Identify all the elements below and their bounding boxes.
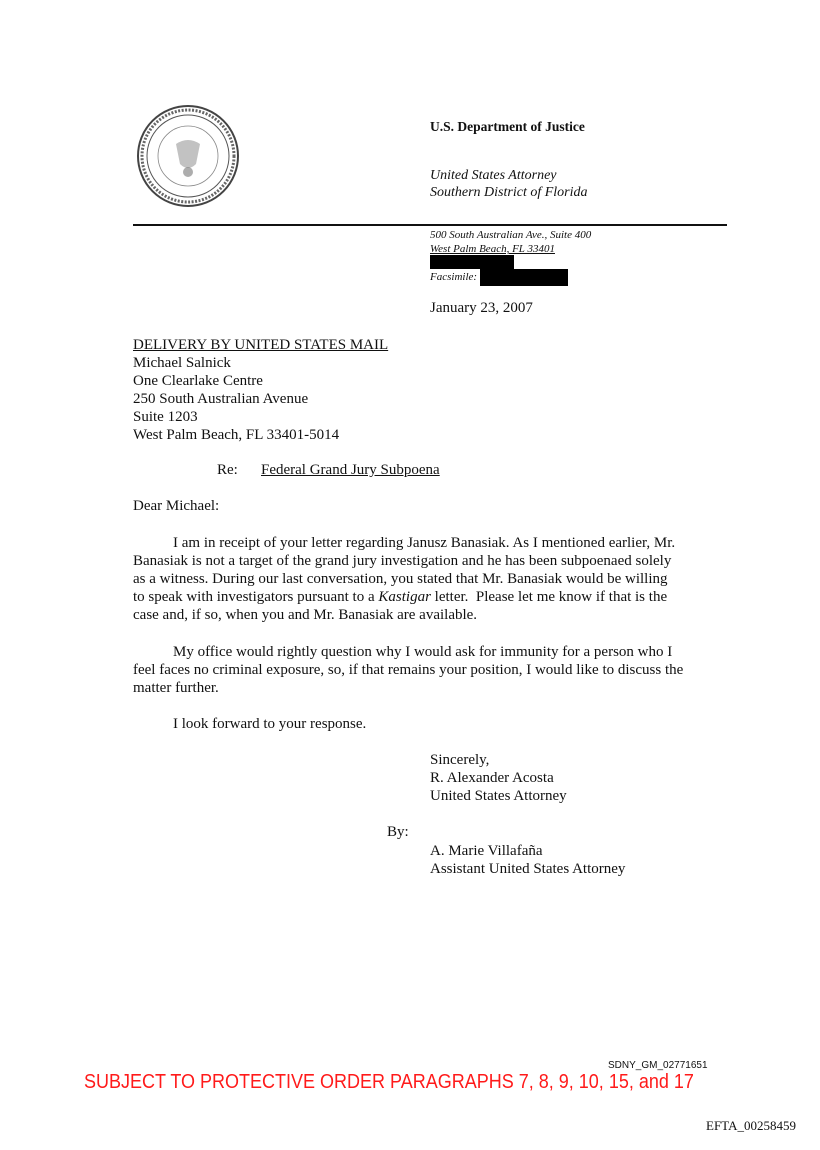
paragraph-2-line: My office would rightly question why I would ask for immunity for a person who I — [173, 644, 673, 660]
paragraph-1-line: as a witness. During our last conversation, you stated that Mr. Banasiak would be willing — [133, 571, 668, 587]
recipient-line: West Palm Beach, FL 33401-5014 — [133, 427, 340, 443]
recipient-line: One Clearlake Centre — [133, 373, 263, 389]
recipient-line: Suite 1203 — [133, 409, 198, 425]
department-name: U.S. Department of Justice — [430, 119, 585, 134]
paragraph-2-line: feel faces no criminal exposure, so, if that remains your position, I would like to discuss the — [133, 662, 684, 678]
paragraph-1-line: case and, if so, when you and Mr. Banasiak are available. — [133, 607, 478, 623]
redaction-phone — [430, 255, 514, 269]
signer-title: Assistant United States Attorney — [430, 861, 626, 877]
recipient-line: 250 South Australian Avenue — [133, 391, 309, 407]
letter-date: January 23, 2007 — [430, 300, 533, 316]
closing-title: United States Attorney — [430, 788, 567, 804]
closing-by: By: — [387, 824, 409, 840]
paragraph-1-text: to speak with investigators pursuant to a — [133, 589, 379, 605]
kastigar-term: Kastigar — [378, 589, 431, 605]
address-line-1: 500 South Australian Ave., Suite 400 — [430, 229, 592, 241]
recipient-line: Michael Salnick — [133, 355, 231, 371]
letterhead-rule — [133, 224, 727, 226]
paragraph-1-line: I am in receipt of your letter regarding Janusz Banasiak. As I mentioned earlier, Mr. — [173, 535, 676, 551]
bates-number: SDNY_GM_02771651 — [608, 1060, 708, 1071]
paragraph-2-line: matter further. — [133, 680, 219, 696]
paragraph-1-line — [133, 588, 667, 606]
closing-name: R. Alexander Acosta — [430, 770, 554, 786]
delivery-method: DELIVERY BY UNITED STATES MAIL — [133, 337, 389, 353]
doj-seal-icon — [136, 104, 240, 208]
paragraph-3: I look forward to your response. — [173, 716, 367, 732]
paragraph-1-text: letter. Please let me know if that is the — [430, 589, 668, 605]
facsimile-label: Facsimile: — [430, 271, 478, 283]
re-label: Re: — [217, 462, 238, 478]
signer-name: A. Marie Villafaña — [430, 843, 543, 859]
district-name: Southern District of Florida — [430, 185, 588, 200]
redaction-facsimile — [480, 269, 568, 286]
paragraph-1-line: Banasiak is not a target of the grand jury investigation and he has been subpoenaed solely — [133, 553, 672, 569]
protective-order-notice: SUBJECT TO PROTECTIVE ORDER PARAGRAPHS 7, 8, 9, 10, 15, and 17 — [84, 1071, 694, 1093]
office-name: United States Attorney — [430, 168, 557, 183]
re-subject: Federal Grand Jury Subpoena — [261, 462, 440, 478]
address-line-2: West Palm Beach, FL 33401 — [430, 243, 555, 255]
salutation: Dear Michael: — [133, 498, 220, 514]
closing-sincerely: Sincerely, — [430, 752, 490, 768]
efta-number: EFTA_00258459 — [706, 1118, 796, 1133]
